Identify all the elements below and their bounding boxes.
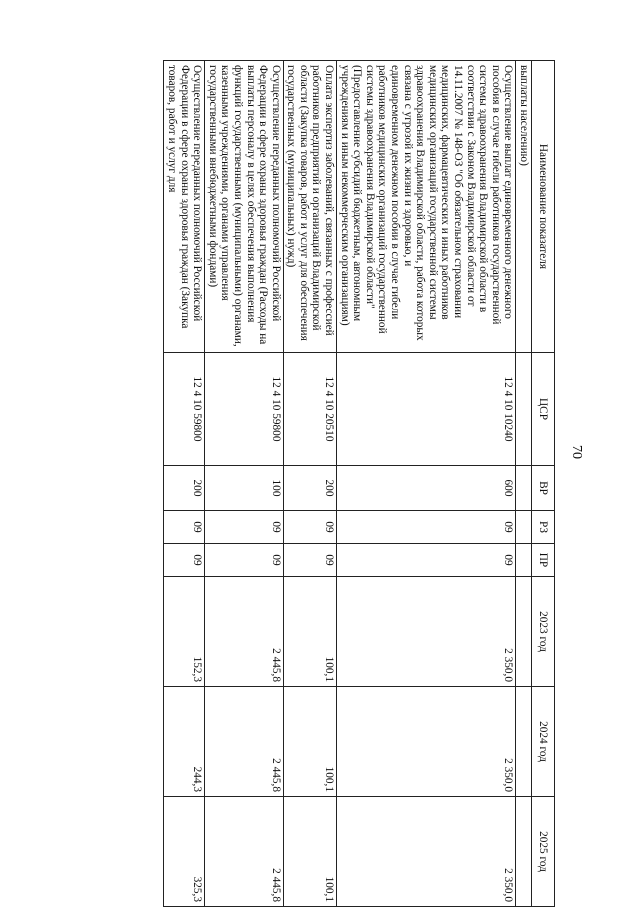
cell-rz: 09 [164, 511, 205, 544]
cell-rz: 09 [337, 511, 516, 544]
header-2023: 2023 год [532, 577, 555, 687]
cell-2024: 2 350,0 [337, 687, 516, 797]
cell-2023: 2 350,0 [337, 577, 516, 687]
page-number: 70 [569, 445, 584, 459]
cell-csr: 12 4 10 59800 [205, 353, 284, 466]
cell-pr: 09 [337, 544, 516, 577]
header-pr: ПР [532, 544, 555, 577]
budget-table [163, 60, 555, 907]
cell-pr: 09 [283, 544, 336, 577]
cell-2025: 2 350,0 [337, 797, 516, 907]
header-2024: 2024 год [532, 687, 555, 797]
table-row [205, 61, 284, 907]
header-csr: ЦСР [532, 353, 555, 466]
header-rz: РЗ [532, 511, 555, 544]
table-row [283, 61, 336, 907]
cell-pr: 09 [164, 544, 205, 577]
cell-pr: 09 [205, 544, 284, 577]
header-2025: 2025 год [532, 797, 555, 907]
cell-name: Осуществление переданных полномочий Российской Федерации в сфере охраны здоровья граждан (Расходы на выплаты персоналу в целях обеспечения выполнения функций государственными (муниципальными) органами, казенными учреждениями, органами управления государственными внебюджетными фондами) [205, 61, 284, 353]
cell-2025: 2 445,8 [205, 797, 284, 907]
cell-2025: 100,1 [283, 797, 336, 907]
cell-rz: 09 [283, 511, 336, 544]
cell-csr: 12 4 10 20510 [283, 353, 336, 466]
cell-2024: 2 445,8 [205, 687, 284, 797]
header-name: Наименование показателя [532, 61, 555, 353]
cell-2024: 100,1 [283, 687, 336, 797]
cell-vr: 600 [337, 466, 516, 511]
cell-name: Осуществление переданных полномочий Российской Федерации в сфере охраны здоровья граждан (Закупка товаров, работ и услуг для [164, 61, 205, 353]
cell-2024: 244,3 [164, 687, 205, 797]
header-vr: ВР [532, 466, 555, 511]
table-row-continuation [516, 61, 532, 907]
cell-rz: 09 [205, 511, 284, 544]
cell-2023: 100,1 [283, 577, 336, 687]
cell-2023: 2 445,8 [205, 577, 284, 687]
table-row [337, 61, 516, 907]
cell-name: выплаты населению) [516, 61, 532, 353]
cell-vr: 200 [164, 466, 205, 511]
cell-name: Осуществление выплат единовременного денежного пособия в случае гибели работников государственной системы здравоохранения Владимирской области в соответствии с Законом Владимирской области от 14.11.2007 № 148-ОЗ "Об обязательном страховании медицинских, фармацевтических и иных работников медицинских организаций государственной системы здравоохранения Владимирской области, работа которых связана с угрозой их жизни и здоровью, и единовременном денежном пособии в случае гибели работников медицинских организаций государственной системы здравоохранения Владимирской области" (Предоставление субсидий бюджетным, автономным учреждениям и иным некоммерческим организациям) [337, 61, 516, 353]
cell-name: Оплата экспертиз заболеваний, связанных с профессией работников предприятий и организаций Владимирской области (Закупка товаров, работ и услуг для обеспечения государственных (муниципальных) нужд) [283, 61, 336, 353]
cell-2025: 325,3 [164, 797, 205, 907]
table-header-row [532, 61, 555, 907]
cell-vr: 100 [205, 466, 284, 511]
cell-2023: 152,3 [164, 577, 205, 687]
budget-table-rotated [65, 60, 555, 905]
table-row [164, 61, 205, 907]
cell-csr: 12 4 10 10240 [337, 353, 516, 466]
cell-csr: 12 4 10 59800 [164, 353, 205, 466]
cell-vr: 200 [283, 466, 336, 511]
